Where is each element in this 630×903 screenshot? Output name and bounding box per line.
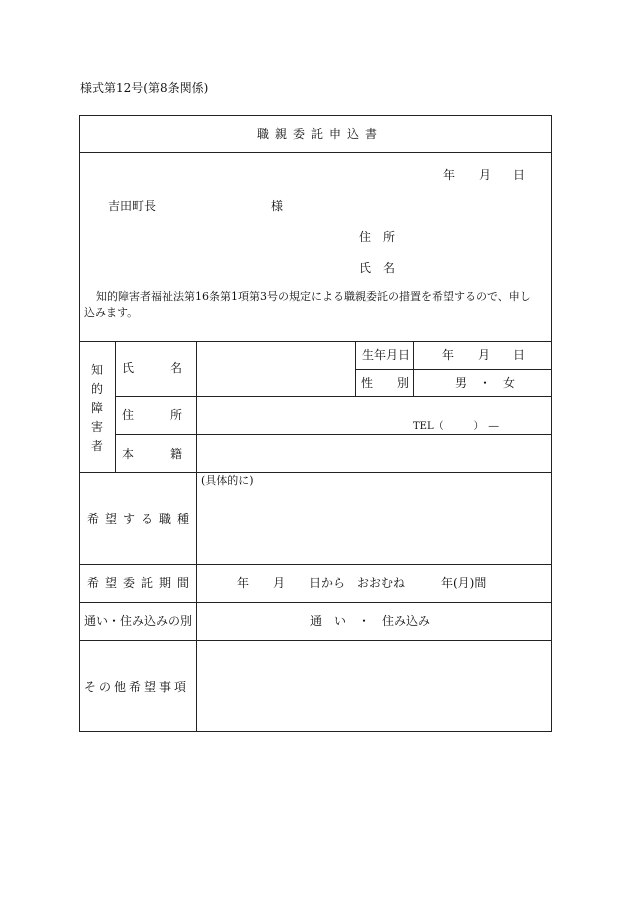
- date-year-label: 年: [443, 168, 456, 182]
- job-period-divider: [79, 564, 552, 565]
- birth-date-label: 生年月日: [362, 348, 411, 362]
- header-section-divider: [79, 341, 552, 342]
- domicile-label: 本 籍: [122, 447, 183, 461]
- name-address-divider: [115, 396, 552, 397]
- desired-period-value: 年 月 日から おおむね 年(月)間: [237, 576, 487, 590]
- desired-period-label: 希望委託期間: [87, 576, 196, 590]
- applicant-address-label: 住 所: [359, 230, 396, 244]
- addressee-name: 吉田町長: [108, 199, 157, 213]
- desired-job-label: 希望する職種: [87, 512, 196, 526]
- application-statement-line2: 込みます。: [84, 306, 139, 319]
- commute-label: 通い・住み込みの別: [84, 614, 193, 628]
- birth-year-label: 年: [442, 348, 455, 362]
- telephone-label: TEL（ ） ―: [413, 421, 499, 432]
- person-label-column-line: [115, 341, 116, 472]
- address-domicile-divider: [115, 434, 552, 435]
- birth-label-right-line: [413, 341, 414, 396]
- person-address-label: 住 所: [122, 408, 183, 422]
- form-number: 様式第12号(第8条関係): [80, 81, 209, 95]
- person-name-label: 氏 名: [122, 361, 183, 375]
- sex-label: 性 別: [361, 376, 410, 390]
- commute-other-divider: [79, 640, 552, 641]
- person-section-divider: [79, 472, 552, 473]
- other-requests-label: その他希望事項: [84, 680, 190, 694]
- sex-options: 男 ・ 女: [455, 376, 516, 390]
- birth-month-label: 月: [478, 348, 491, 362]
- date-month-label: 月: [479, 168, 492, 182]
- name-sex-divider: [355, 369, 552, 370]
- title-row-divider: [79, 152, 552, 153]
- birth-label-left-line: [355, 341, 356, 396]
- applicant-name-label: 氏 名: [359, 261, 396, 275]
- period-commute-divider: [79, 602, 552, 603]
- person-section-label: 知的障害者: [90, 363, 103, 453]
- birth-day-label: 日: [513, 348, 526, 362]
- addressee-honorific: 様: [271, 199, 284, 213]
- date-day-label: 日: [513, 168, 526, 182]
- application-statement-line1: 知的障害者福祉法第16条第1項第3号の規定による職親委託の措置を希望するので、申し: [96, 290, 531, 303]
- label-value-column-line: [196, 341, 197, 732]
- desired-job-note: (具体的に): [201, 474, 254, 487]
- form-title: 職親委託申込書: [257, 127, 384, 141]
- commute-options: 通 い ・ 住み込み: [310, 614, 431, 628]
